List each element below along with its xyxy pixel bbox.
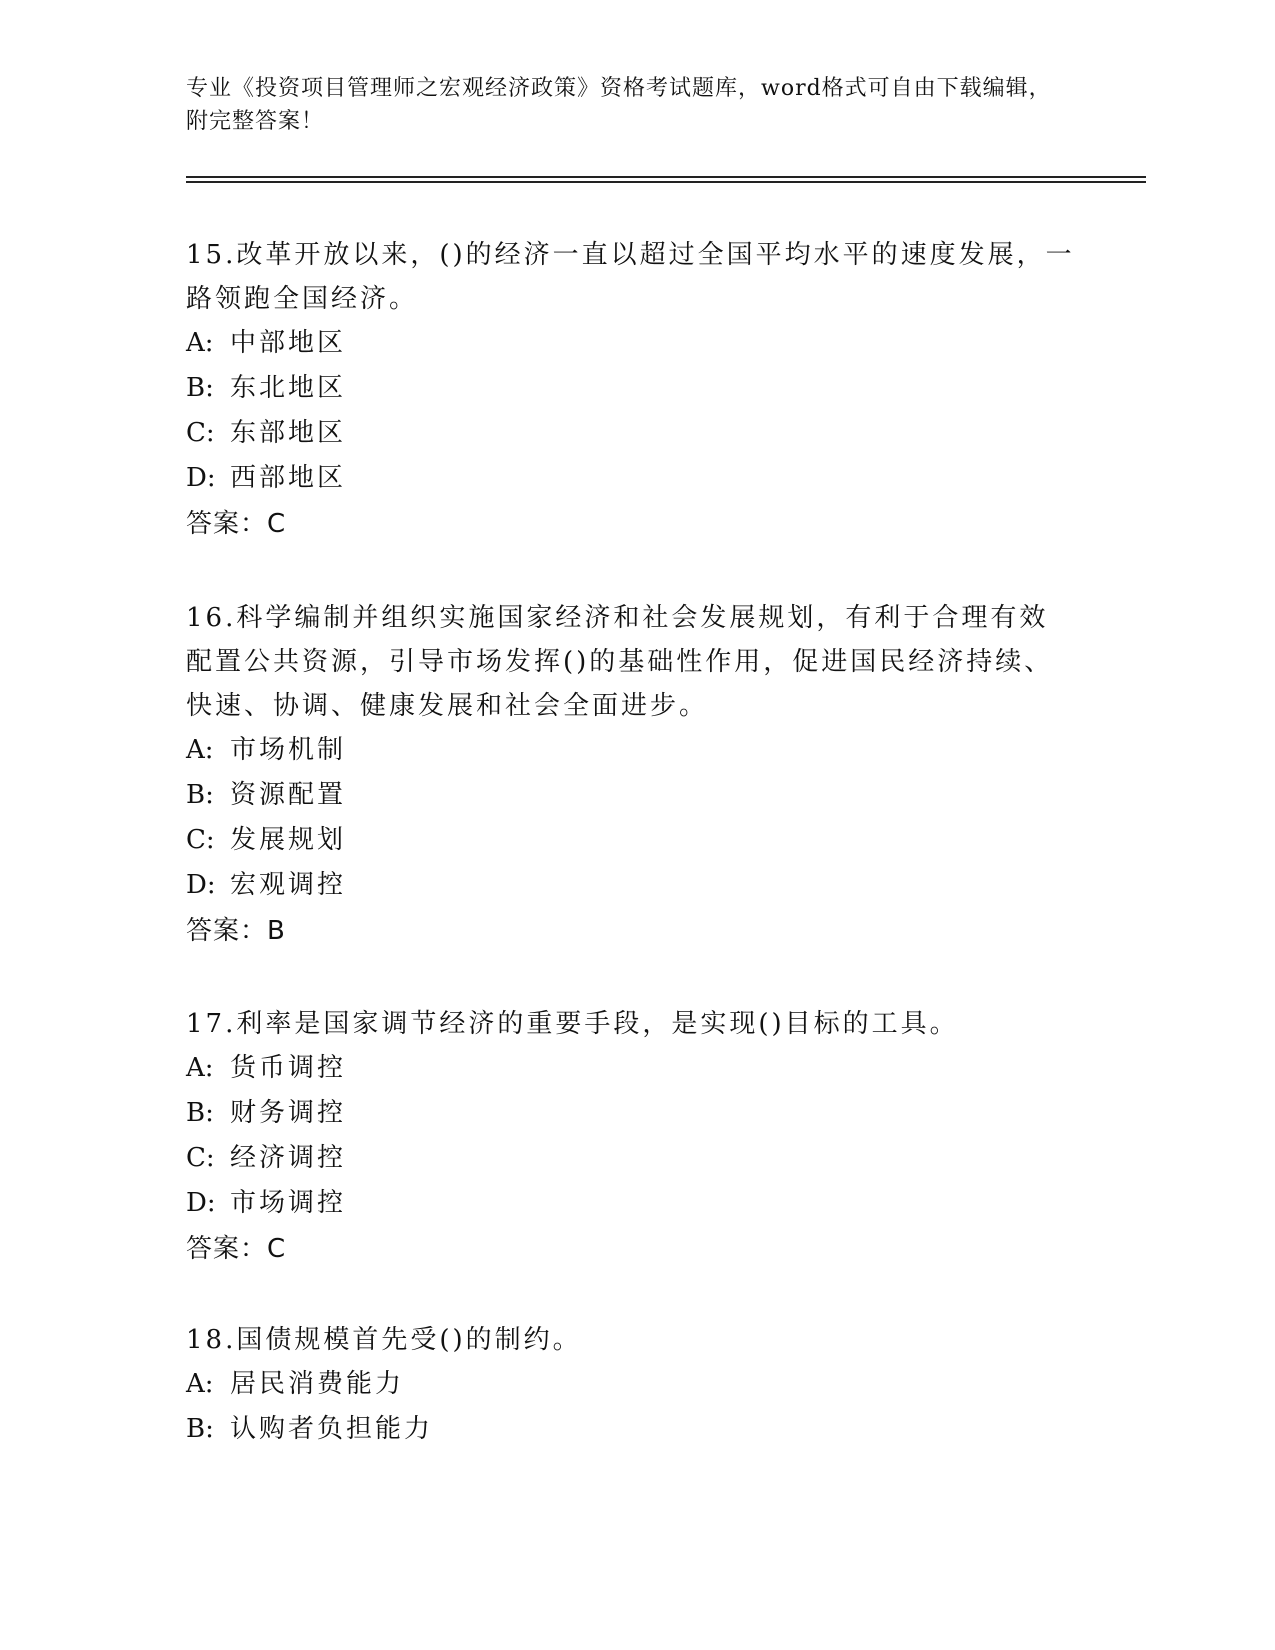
- answer-line: 答案：C: [186, 509, 287, 539]
- option-letter: B:: [186, 780, 214, 810]
- option-letter: C:: [186, 1143, 215, 1173]
- option-text: 东北地区: [230, 373, 347, 403]
- option-text: 资源配置: [230, 780, 347, 810]
- option-letter: A:: [186, 735, 214, 765]
- question-stem: 15.改革开放以来，()的经济一直以超过全国平均水平的速度发展，一路领跑全国经济。: [186, 240, 1075, 314]
- option-d: [186, 863, 1076, 908]
- option-text: 经济调控: [230, 1143, 347, 1173]
- option-letter: C:: [186, 825, 215, 855]
- header-divider-top: [186, 176, 1146, 178]
- option-text: 财务调控: [230, 1098, 347, 1128]
- option-c: [186, 818, 1076, 863]
- question-15: [186, 233, 1076, 547]
- answer-line: 答案：B: [186, 916, 286, 946]
- option-text: 居民消费能力: [230, 1369, 405, 1399]
- option-letter: B:: [186, 373, 214, 403]
- option-a: [186, 728, 1076, 773]
- option-text: 货币调控: [230, 1053, 347, 1083]
- option-b: [186, 773, 1076, 818]
- option-a: [186, 321, 1076, 366]
- question-stem: 18.国债规模首先受()的制约。: [186, 1325, 582, 1355]
- option-text: 认购者负担能力: [230, 1414, 434, 1444]
- option-b: [186, 1407, 1076, 1452]
- option-b: [186, 1091, 1076, 1136]
- question-stem: 16.科学编制并组织实施国家经济和社会发展规划，有利于合理有效配置公共资源，引导市场发挥()的基础性作用，促进国民经济持续、快速、协调、健康发展和社会全面进步。: [186, 603, 1054, 721]
- option-letter: D:: [186, 1188, 216, 1218]
- option-letter: A:: [186, 328, 214, 358]
- option-a: [186, 1046, 1076, 1091]
- question-18: [186, 1318, 1076, 1452]
- question-17: [186, 1002, 1076, 1272]
- option-letter: B:: [186, 1414, 214, 1444]
- question-stem: 17.利率是国家调节经济的重要手段，是实现()目标的工具。: [186, 1009, 959, 1039]
- option-letter: C:: [186, 418, 215, 448]
- option-a: [186, 1362, 1076, 1407]
- answer-line: 答案：C: [186, 1234, 287, 1264]
- option-text: 东部地区: [230, 418, 347, 448]
- option-d: [186, 456, 1076, 501]
- document-header: 专业《投资项目管理师之宏观经济政策》资格考试题库，word格式可自由下载编辑，附完整答案！: [186, 76, 1052, 134]
- option-letter: A:: [186, 1369, 214, 1399]
- option-text: 市场机制: [230, 735, 347, 765]
- option-text: 西部地区: [230, 463, 347, 493]
- option-d: [186, 1181, 1076, 1226]
- option-b: [186, 366, 1076, 411]
- option-text: 中部地区: [230, 328, 347, 358]
- option-letter: B:: [186, 1098, 214, 1128]
- option-c: [186, 1136, 1076, 1181]
- question-16: [186, 596, 1076, 954]
- option-text: 市场调控: [230, 1188, 347, 1218]
- option-letter: D:: [186, 463, 216, 493]
- option-letter: D:: [186, 870, 216, 900]
- option-text: 发展规划: [230, 825, 347, 855]
- option-c: [186, 411, 1076, 456]
- option-text: 宏观调控: [230, 870, 347, 900]
- option-letter: A:: [186, 1053, 214, 1083]
- header-divider-bottom: [186, 181, 1146, 183]
